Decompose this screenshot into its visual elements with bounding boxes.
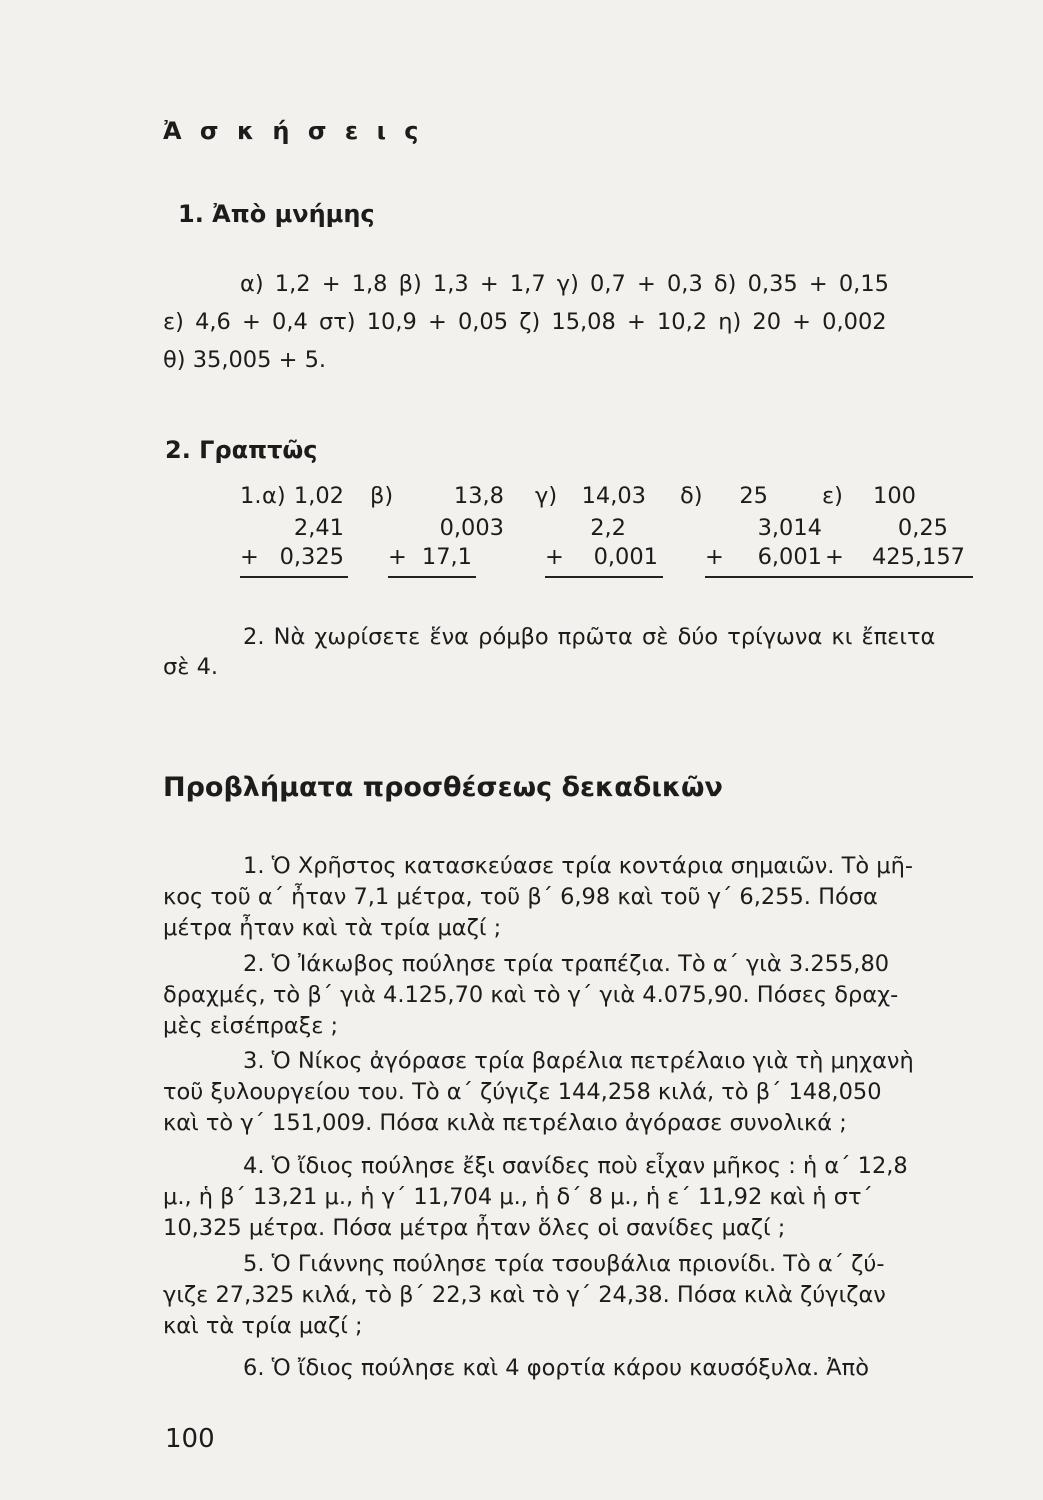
problem-3-line-1: 3. Ὁ Νίκος ἀγόρασε τρία βαρέλια πετρέλαιο γιὰ τὴ μηχανὴ <box>243 1048 914 1074</box>
column-b-label: β) <box>370 483 394 509</box>
problem-4-line-2: μ., ἡ β΄ 13,21 μ., ἡ γ΄ 11,704 μ., ἡ δ΄ 8 μ., ἡ ε΄ 11,92 καὶ ἡ στ΄ <box>163 1184 873 1210</box>
problem-5-line-1: 5. Ὁ Γιάννης πούλησε τρία τσουβάλια πριονίδι. Τὸ α΄ ζύ- <box>243 1251 885 1277</box>
column-e-sum-line <box>825 576 973 578</box>
mental-line-2: ε) 4,6 + 0,4 στ) 10,9 + 0,05 ζ) 15,08 + 10,2 η) 20 + 0,002 <box>163 309 887 335</box>
problem-3-line-2: τοῦ ξυλουργείου του. Τὸ α΄ ζύγιζε 144,258 κιλά, τὸ β΄ 148,050 <box>163 1079 882 1105</box>
column-a-plus: + <box>240 544 259 570</box>
column-d-label: δ) <box>680 483 703 509</box>
column-c-plus: + <box>545 544 564 570</box>
column-e-value-3: 425,157 <box>871 544 965 570</box>
mental-line-1: α) 1,2 + 1,8 β) 1,3 + 1,7 γ) 0,7 + 0,3 δ) 0,35 + 0,15 <box>240 271 889 297</box>
exercises-heading: Ἀ σ κ ή σ ε ι ς <box>163 117 424 145</box>
problems-heading: Προβλήματα προσθέσεως δεκαδικῶν <box>163 772 723 803</box>
problem-3-line-3: καὶ τὸ γ΄ 151,009. Πόσα κιλὰ πετρέλαιο ἀγόρασε συνολικά ; <box>163 1110 847 1136</box>
column-a-value-2: 2,41 <box>293 515 344 541</box>
mental-line-3: θ) 35,005 + 5. <box>163 347 327 373</box>
column-c-label: γ) <box>535 483 558 509</box>
column-d-value-1: 25 <box>739 483 768 509</box>
problem-6-line-1: 6. Ὁ ἴδιος πούλησε καὶ 4 φορτία κάρου καυσόξυλα. Ἀπὸ <box>243 1355 869 1381</box>
column-d-value-3: 6,001 <box>757 544 822 570</box>
column-e-value-2: 0,25 <box>897 515 948 541</box>
column-e-plus: + <box>825 544 844 570</box>
problem-4-line-3: 10,325 μέτρα. Πόσα μέτρα ἦταν ὅλες οἱ σανίδες μαζί ; <box>163 1215 786 1241</box>
problem-2-line-3: μὲς εἰσέπραξε ; <box>163 1013 339 1039</box>
page-number: 100 <box>165 1424 215 1454</box>
problem-1-line-2: κος τοῦ α΄ ἦταν 7,1 μέτρα, τοῦ β΄ 6,98 καὶ τοῦ γ΄ 6,255. Πόσα <box>163 884 878 910</box>
column-b-value-3: 17,1 <box>421 544 472 570</box>
written-item-2-line-2: σὲ 4. <box>163 654 219 680</box>
column-e-value-1: 100 <box>873 483 916 509</box>
column-c-value-3: 0,001 <box>593 544 658 570</box>
problem-1-line-1: 1. Ὁ Χρῆστος κατασκεύασε τρία κοντάρια σημαιῶν. Τὸ μῆ- <box>243 853 913 879</box>
problem-5-line-2: γιζε 27,325 κιλά, τὸ β΄ 22,3 καὶ τὸ γ΄ 24,38. Πόσα κιλὰ ζύγιζαν <box>163 1282 886 1308</box>
problem-2-line-1: 2. Ὁ Ἰάκωβος πούλησε τρία τραπέζια. Τὸ α΄ γιὰ 3.255,80 <box>243 951 890 977</box>
problem-5-line-3: καὶ τὰ τρία μαζί ; <box>163 1313 363 1339</box>
column-a-label: α) <box>262 483 286 509</box>
problem-4-line-1: 4. Ὁ ἴδιος πούλησε ἔξι σανίδες ποὺ εἶχαν μῆκος : ἡ α΄ 12,8 <box>243 1153 908 1179</box>
column-c-value-1: 14,03 <box>581 483 646 509</box>
column-a-value-3: 0,325 <box>279 544 344 570</box>
column-d-plus: + <box>705 544 724 570</box>
written-item-number: 1. <box>240 483 262 509</box>
column-b-sum-line <box>388 576 476 578</box>
column-c-sum-line <box>545 576 663 578</box>
column-a-value-1: 1,02 <box>293 483 344 509</box>
written-item-2-line-1: 2. Νὰ χωρίσετε ἕνα ρόμβο πρῶτα σὲ δύο τρίγωνα κι ἔπειτα <box>243 624 936 650</box>
column-d-sum-line <box>705 576 825 578</box>
section2-title: 2. Γραπτῶς <box>165 436 318 464</box>
column-d-value-2: 3,014 <box>757 515 822 541</box>
column-c-value-2: 2,2 <box>590 515 626 541</box>
section1-title: 1. Ἀπὸ μνήμης <box>178 200 375 228</box>
column-b-plus: + <box>388 544 407 570</box>
column-e-label: ε) <box>822 483 843 509</box>
problem-2-line-2: δραχμές, τὸ β΄ γιὰ 4.125,70 καὶ τὸ γ΄ γιὰ 4.075,90. Πόσες δραχ- <box>163 982 899 1008</box>
column-a-sum-line <box>240 576 348 578</box>
column-b-value-2: 0,003 <box>439 515 504 541</box>
column-b-value-1: 13,8 <box>453 483 504 509</box>
problem-1-line-3: μέτρα ἦταν καὶ τὰ τρία μαζί ; <box>163 915 502 941</box>
